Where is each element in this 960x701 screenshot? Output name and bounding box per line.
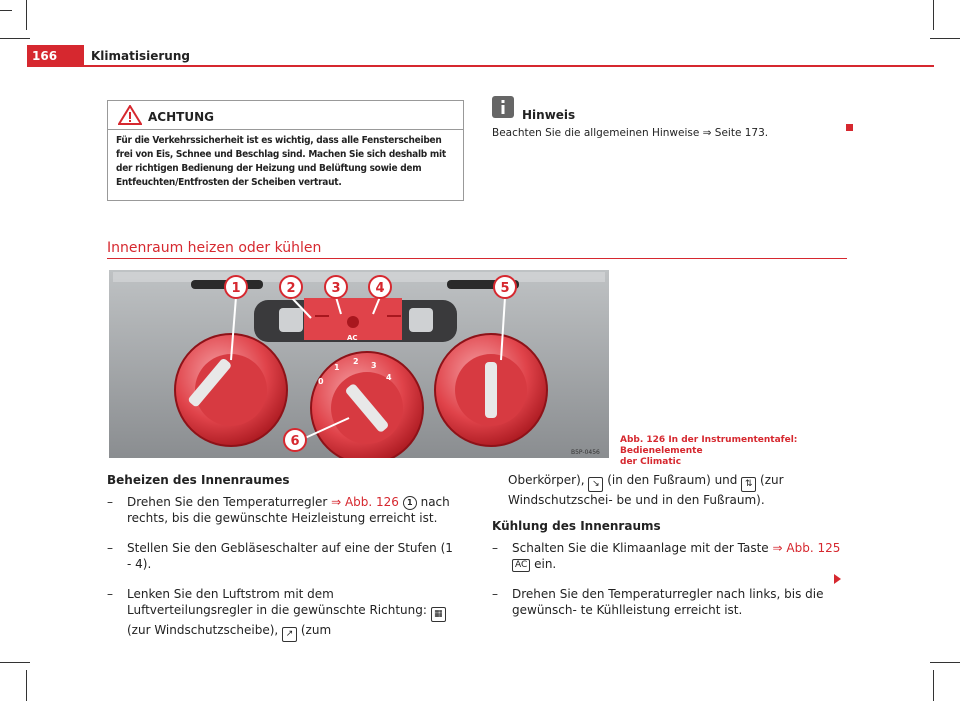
windshield-icon: ▦: [431, 607, 446, 622]
text: (in den Fußraum) und: [603, 473, 742, 487]
text: (zum: [297, 623, 332, 637]
chapter-title: Klimatisierung: [91, 49, 190, 63]
warning-text: Für die Verkehrssicherheit ist es wichtig, dass alle Fensterscheiben frei von Eis, Schnee und Beschlag sind. Machen Sie sich deshalb mit der richtigen Bedienung der Heizung und Belüftung sowie dem Entfeuchten/Entfrosten der Scheiben vertraut.: [116, 135, 446, 188]
caption-line-2: der Climatic: [620, 457, 682, 467]
dash: –: [107, 541, 113, 555]
text: ein.: [530, 557, 557, 571]
section-rule: [107, 258, 847, 259]
text: Schalten Sie die Klimaanlage mit der Taste: [512, 541, 773, 555]
callout-badge: 1: [403, 496, 417, 510]
heating-heading: Beheizen des Innenraumes: [107, 473, 290, 487]
figure-reference-link[interactable]: ⇒ Abb. 126: [331, 495, 399, 509]
fan-scale-1: 1: [334, 363, 340, 372]
fan-scale-2: 2: [353, 357, 359, 366]
continued-text: [492, 472, 847, 508]
crop-mark: [933, 670, 934, 701]
text: Oberkörper),: [508, 473, 589, 487]
text: (zur Windschutzscheibe),: [127, 623, 283, 637]
header-rule: [84, 65, 934, 67]
info-icon: [492, 96, 514, 118]
callout-4: 4: [375, 281, 385, 296]
climatic-controls-figure: [109, 270, 609, 458]
note-text: Beachten Sie die allgemeinen Hinweise ⇒ Seite 173.: [492, 127, 769, 139]
crop-mark: [0, 10, 12, 11]
crop-mark: [0, 662, 30, 663]
crop-mark: [930, 38, 960, 39]
text: nach rechts, bis die gewünschte Heizleistung erreicht ist.: [127, 495, 450, 525]
text: Drehen Sie den Temperaturregler nach links, bis die gewünsch- te Kühlleistung erreicht ist.: [512, 587, 824, 617]
fan-scale-0: 0: [318, 377, 324, 386]
crop-mark: [26, 0, 27, 30]
warning-triangle-icon: [118, 105, 142, 125]
callout-3: 3: [331, 281, 341, 296]
warning-box: [107, 100, 464, 201]
list-item: [492, 540, 847, 572]
caption-line-1: Abb. 126 In der Instrumententafel: Bedienelemente: [620, 435, 798, 456]
dash: –: [107, 495, 113, 509]
crop-mark: [930, 662, 960, 663]
list-item: [107, 586, 457, 642]
text: Lenken Sie den Luftstrom mit dem Luftverteilungsregler in die gewünschte Richtung:: [127, 587, 431, 617]
windshield-footwell-icon: ⇅: [741, 477, 756, 492]
ac-label: AC: [347, 334, 358, 342]
callout-5: 5: [500, 281, 510, 296]
page-number: 166: [32, 49, 58, 63]
cooling-heading: Kühlung des Innenraums: [492, 519, 661, 533]
dash: –: [492, 541, 498, 555]
warning-header: [108, 101, 463, 130]
dash: –: [107, 587, 113, 601]
ac-key-badge: AC: [512, 559, 530, 572]
crop-mark: [26, 670, 27, 701]
note-title: Hinweis: [522, 108, 576, 122]
right-column: [492, 472, 847, 618]
figure-reference-link[interactable]: ⇒ Abb. 125: [772, 541, 841, 555]
callout-2: 2: [286, 281, 296, 296]
left-column: [107, 472, 457, 642]
section-title: Innenraum heizen oder kühlen: [107, 240, 322, 256]
end-of-section-icon: [846, 124, 853, 131]
list-item: [492, 586, 847, 618]
fan-scale-4: 4: [386, 373, 392, 382]
callout-6: 6: [290, 434, 300, 449]
crop-mark: [933, 0, 934, 30]
fan-scale-3: 3: [371, 361, 377, 370]
callout-1: 1: [231, 281, 241, 296]
text: Drehen Sie den Temperaturregler: [127, 495, 332, 509]
continue-arrow-icon: [834, 574, 841, 584]
list-item: [107, 540, 457, 572]
image-code: B5P-0456: [571, 449, 600, 456]
crop-mark: [0, 38, 30, 39]
warning-title: ACHTUNG: [148, 110, 214, 124]
text: Stellen Sie den Gebläseschalter auf eine der Stufen (1 - 4).: [127, 541, 453, 571]
list-item: [107, 494, 457, 526]
dash: –: [492, 587, 498, 601]
upper-body-icon: ↗: [282, 627, 297, 642]
text: (zur Windschutzschei- be und in den Fußraum).: [508, 473, 784, 507]
figure-caption: [620, 435, 855, 468]
footwell-icon: ↘: [588, 477, 603, 492]
